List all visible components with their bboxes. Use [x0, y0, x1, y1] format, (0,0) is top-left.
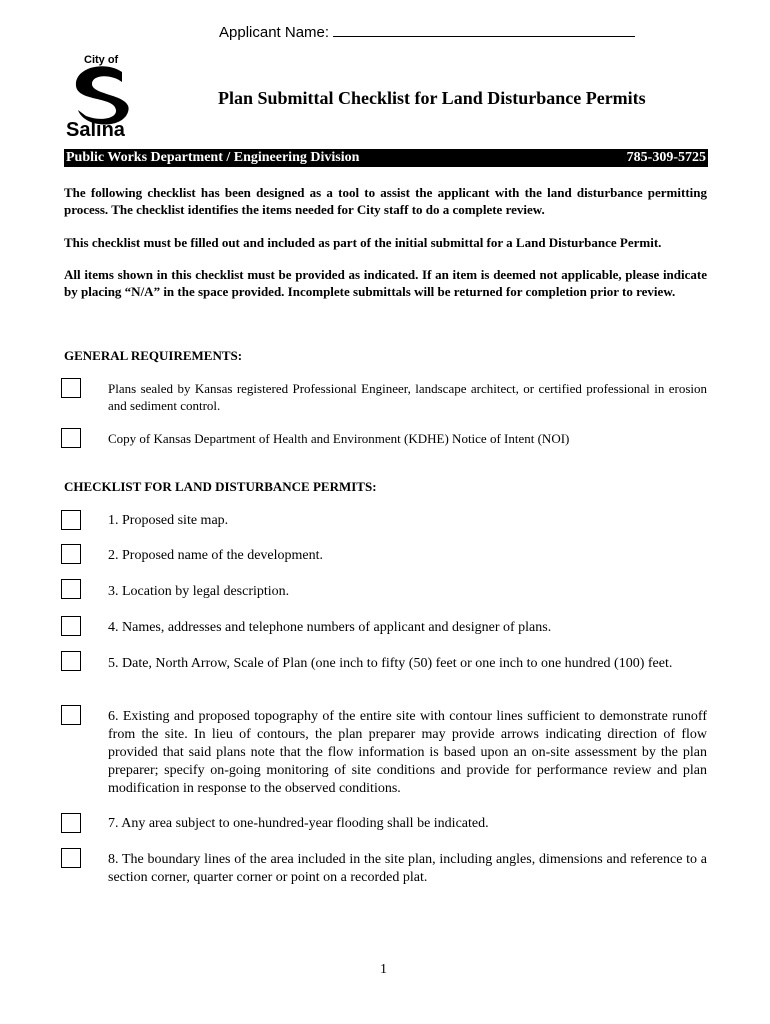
intro-paragraph-1: The following checklist has been designed as a tool to assist the applicant with the land disturbance permitting process. The checklist identifies the items needed for City staff to do a complete review.: [64, 185, 707, 217]
checklist-checkbox-7[interactable]: [61, 813, 81, 833]
applicant-name-field[interactable]: [219, 22, 635, 41]
checklist-item-8: 8. The boundary lines of the area included in the site plan, including angles, dimensions and reference to a section corner, quarter corner or point on a recorded plat.: [108, 852, 707, 885]
checklist-item-4: 4. Names, addresses and telephone numbers of applicant and designer of plans.: [108, 620, 552, 635]
checklist-checkbox-8[interactable]: [61, 848, 81, 868]
intro-paragraph-3: All items shown in this checklist must be provided as indicated. If an item is deemed not applicable, please indicate by placing “N/A” in the space provided. Incomplete submittals will be returned for completion prior to review.: [64, 267, 707, 299]
checklist-checkbox-4[interactable]: [61, 616, 81, 636]
department-name: Public Works Department / Engineering Division: [66, 150, 360, 165]
checklist-heading: CHECKLIST FOR LAND DISTURBANCE PERMITS:: [64, 479, 377, 494]
checklist-checkbox-3[interactable]: [61, 579, 81, 599]
applicant-name-line[interactable]: [333, 22, 635, 37]
city-of-salina-logo: [64, 52, 140, 138]
general-item-2: Copy of Kansas Department of Health and Environment (KDHE) Notice of Intent (NOI): [108, 431, 570, 446]
applicant-name-label: Applicant Name:: [219, 24, 330, 41]
department-bar: [64, 149, 708, 167]
salina-logo-icon: [64, 52, 140, 138]
checklist-checkbox-1[interactable]: [61, 510, 81, 530]
general-item-1: Plans sealed by Kansas registered Professional Engineer, landscape architect, or certified professional in erosion and sediment control.: [108, 381, 707, 413]
logo-text-bottom: Salina: [66, 119, 125, 138]
checklist-item-1: 1. Proposed site map.: [108, 513, 229, 528]
general-requirements-heading: GENERAL REQUIREMENTS:: [64, 348, 243, 363]
page-number: 1: [380, 962, 387, 977]
checklist-checkbox-2[interactable]: [61, 544, 81, 564]
checklist-checkbox-5[interactable]: [61, 651, 81, 671]
department-phone: 785-309-5725: [626, 150, 706, 165]
logo-text-top: City of: [84, 54, 119, 66]
page-title: Plan Submittal Checklist for Land Disturbance Permits: [218, 88, 646, 108]
intro-paragraph-2: This checklist must be filled out and included as part of the initial submittal for a Land Disturbance Permit.: [64, 235, 662, 250]
checklist-checkbox-6[interactable]: [61, 705, 81, 725]
checklist-item-3: 3. Location by legal description.: [108, 584, 290, 599]
checklist-item-5: 5. Date, North Arrow, Scale of Plan (one inch to fifty (50) feet or one inch to one hundred (100) feet.: [108, 656, 673, 671]
checklist-item-2: 2. Proposed name of the development.: [108, 548, 324, 563]
checklist-item-6: 6. Existing and proposed topography of the entire site with contour lines sufficient to demonstrate runoff from the site. In lieu of contours, the plan preparer may provide arrows indicating direction of flow provided that said plans note that the flow information is based upon an on-site assessment by the plan preparer; specify on-going monitoring of site conditions and provide for performance review and plan modification in response to the observed conditions.: [108, 709, 707, 796]
checklist-item-7: 7. Any area subject to one-hundred-year flooding shall be indicated.: [108, 816, 489, 831]
general-checkbox-2[interactable]: [61, 428, 81, 448]
general-checkbox-1[interactable]: [61, 378, 81, 398]
